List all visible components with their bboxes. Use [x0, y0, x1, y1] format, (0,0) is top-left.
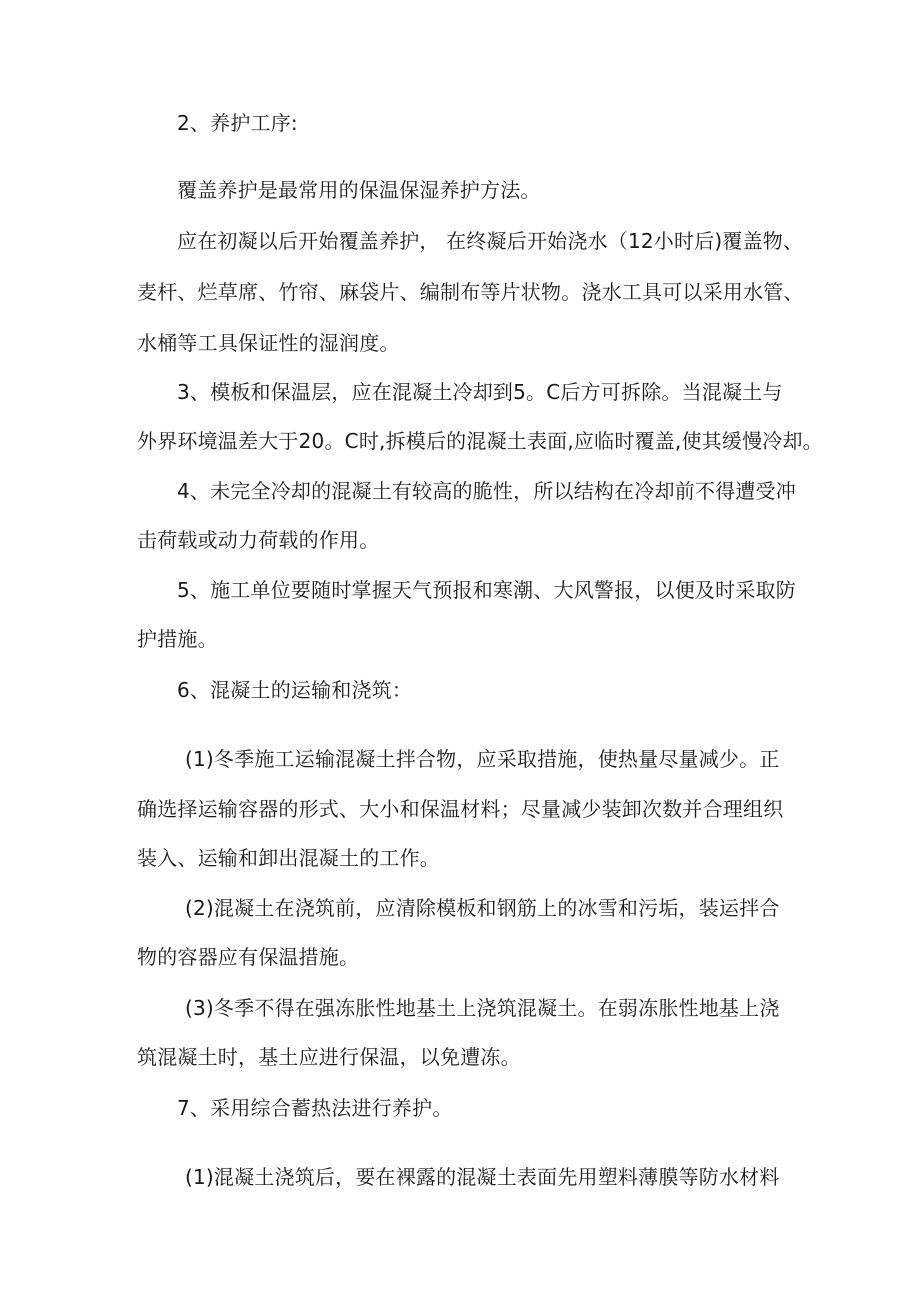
paragraph-line: 确选择运输容器的形式、大小和保温材料；尽量减少装卸次数并合理组织 [137, 797, 784, 821]
heading-transport-pouring: 6、混凝土的运输和浇筑： [177, 678, 413, 702]
paragraph-line: (1)冬季施工运输混凝土拌合物，应采取措施，使热量尽量减少。正 [185, 747, 780, 771]
paragraph-line: 覆盖养护是最常用的保温保湿养护方法。 [177, 178, 541, 202]
paragraph-line: (3)冬季不得在强冻胀性地基土上浇筑混凝土。在弱冻胀性地基上浇 [185, 996, 780, 1020]
paragraph-line: 外界环境温差大于20。C时,拆模后的混凝土表面,应临时覆盖,使其缓慢冷却。 [137, 429, 823, 453]
paragraph-line: (2)混凝土在浇筑前，应清除模板和钢筋上的冰雪和污垢，装运拌合 [185, 896, 780, 920]
heading-combined-heat-storage: 7、采用综合蓄热法进行养护。 [177, 1096, 453, 1120]
paragraph-line: 麦杆、烂草席、竹帘、麻袋片、编制布等片状物。浇水工具可以采用水管、 [137, 280, 804, 304]
paragraph-line: 应在初凝以后开始覆盖养护， 在终凝后开始浇水（12小时后)覆盖物、 [177, 229, 804, 253]
paragraph-line: 5、施工单位要随时掌握天气预报和寒潮、大风警报，以便及时采取防 [177, 578, 796, 602]
paragraph-line: 击荷载或动力荷载的作用。 [137, 528, 380, 552]
paragraph-line: 筑混凝土时，基土应进行保温，以免遭冻。 [137, 1045, 521, 1069]
paragraph-line: 4、未完全冷却的混凝土有较高的脆性，所以结构在冷却前不得遭受冲 [177, 479, 796, 503]
paragraph-line: (1)混凝土浇筑后，要在裸露的混凝土表面先用塑料薄膜等防水材料 [185, 1165, 780, 1189]
paragraph-line: 装入、运输和卸出混凝土的工作。 [137, 846, 440, 870]
paragraph-line: 3、模板和保温层，应在混凝土冷却到5。C后方可拆除。当混凝土与 [177, 380, 783, 404]
paragraph-line: 水桶等工具保证性的湿润度。 [137, 331, 400, 355]
paragraph-line: 物的容器应有保温措施。 [137, 945, 360, 969]
paragraph-line: 护措施。 [137, 627, 218, 651]
heading-curing-process: 2、养护工序: [177, 111, 298, 135]
